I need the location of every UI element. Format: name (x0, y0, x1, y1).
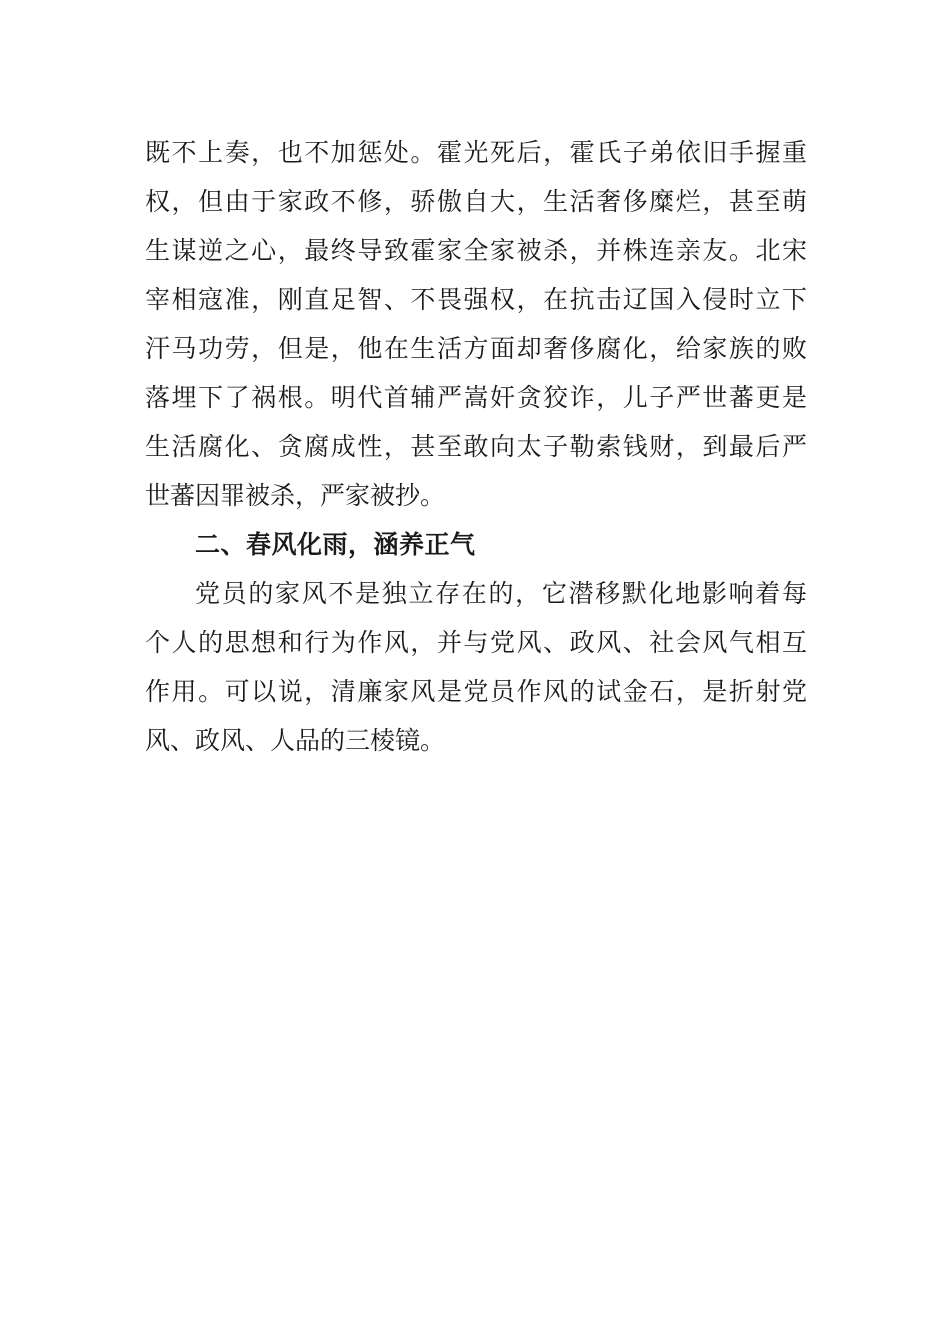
paragraph-line: 世蕃因罪被杀，严家被抄。 (145, 481, 446, 510)
paragraph-line: 党员的家风不是独立存在的，它潜移默化地影响着每 (195, 579, 807, 608)
section-heading: 二、春风化雨，涵养正气 (195, 530, 476, 559)
paragraph-huo-kou-yan (145, 128, 807, 520)
paragraph-line: 宰相寇准，刚直足智、不畏强权，在抗击辽国入侵时立下 (145, 285, 807, 314)
document-body (145, 128, 807, 765)
paragraph-line: 汗马功劳，但是，他在生活方面却奢侈腐化，给家族的败 (145, 334, 807, 363)
paragraph-line: 权，但由于家政不修，骄傲自大，生活奢侈糜烂，甚至萌 (145, 187, 807, 216)
paragraph-family-style (145, 569, 807, 765)
paragraph-line: 落埋下了祸根。明代首辅严嵩奸贪狡诈，儿子严世蕃更是 (145, 383, 807, 412)
paragraph-line: 生活腐化、贪腐成性，甚至敢向太子勒索钱财，到最后严 (145, 432, 807, 461)
paragraph-line: 个人的思想和行为作风，并与党风、政风、社会风气相互 (145, 628, 807, 657)
paragraph-line: 生谋逆之心，最终导致霍家全家被杀，并株连亲友。北宋 (145, 236, 807, 265)
paragraph-line: 作用。可以说，清廉家风是党员作风的试金石，是折射党 (145, 677, 807, 706)
paragraph-line: 既不上奏，也不加惩处。霍光死后，霍氏子弟依旧手握重 (145, 138, 807, 167)
paragraph-line: 风、政风、人品的三棱镜。 (145, 726, 446, 755)
